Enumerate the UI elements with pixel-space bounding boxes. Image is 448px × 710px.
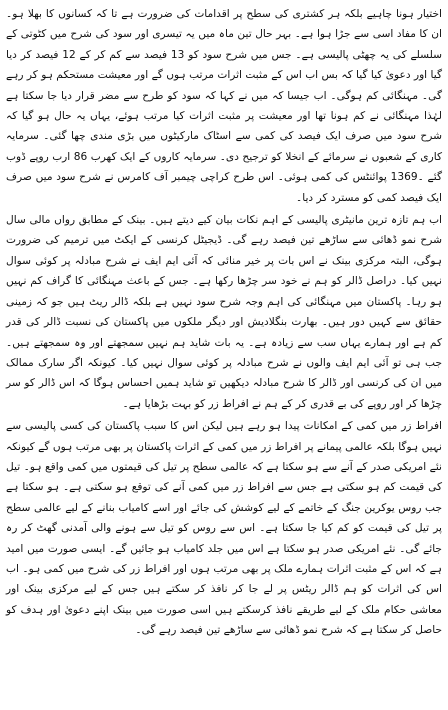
article-paragraph-3: افراط زر میں کمی کے امکانات پیدا ہو رہے ہیں لیکن اس کا سبب پاکستان کی کسی پالیسی سے نہیں ہوگا بلکہ عالمی پیمانے پر افراط زر میں کمی کے اثرات پاکستان پر بھی مرتب ہوں گے کیونکہ نئے امریکی صدر کے آنے سے ہو سکتا ہے کہ عالمی سطح پر تیل کی قیمتوں میں کمی واقع ہو۔ تیل کی قیمت کم ہو سکتی ہے جس سے افراط زر میں کمی آنے کی توقع ہو سکتی ہے۔ ہو سکتا ہے جب روس یوکرین جنگ کے خاتمے کے لیے کوشش کی جائے اور اسے کامیاب بنانے کے لیے عالمی سطح پر تیل کی قیمت کو کم کیا جا سکتا ہے۔ اس سے روس کو تیل سے ہونے والی آمدنی گھٹ کر رہ جائے گی۔ نئے امریکی صدر ہو سکتا ہے اس میں جلد کامیاب ہو جائیں گے۔ ایسی صورت میں امید ہے کہ اس کے مثبت اثرات ہمارے ملک پر بھی مرتب ہوں اور افراط زر کی شرح میں کمی ہو۔ اب اس کی اثرات کو ہم ڈالر ریٹس پر لے جا کر نافذ کر سکتے ہیں جس کے لیے مرکزی بینک اور معاشی حکام ملک کے لیے طریقے نافذ کرسکتے ہیں اسی صورت میں بینک اپنے دعویٰ اور ہدف کو حاصل کر سکتا ہے کہ شرح نمو ڈھائی سے ساڑھے تین فیصد رہے گی۔ — [6, 420, 442, 637]
article-paragraph-1: اختیار ہونا چاہیے بلکہ ہر کشتری کی سطح پر اقدامات کی ضرورت ہے تا کہ کسانوں کا بھلا ہو۔ ان کا مفاد اسی سے جڑا ہوا ہے۔ بہر حال تین ماہ میں یہ تیسری اور سود کی شرح میں کٹوتی کے سلسلے کی یہ چھٹی پالیسی ہے۔ جس میں شرح سود کو 13 فیصد سے کم کر کے 12 فیصد کر دیا گیا اور دعویٰ کیا گیا کہ بس اب اس کے مثبت اثرات مرتب ہوں گے اور معیشت مستحکم ہو کر رہے گی۔ مہنگائی کم ہوگی۔ اب جیسا کہ میں نے کہا کہ سود کو طرح سے مضر قرار دیا جا سکتا ہے لہٰذا مہنگائی نے کم ہونا تھا اور معیشت پر مثبت اثرات کیا مرتب ہوئے، یہاں یہ حال ہو گیا کہ شرح سود میں صرف ایک فیصد کی کمی سے اسٹاک مارکیٹوں میں بڑی مندی چھا گئی۔ سرمایہ کاری کے شعبوں نے سرمائے کے انخلا کو ترجیح دی۔ سرمایہ کاروں کے ایک کھرب 86 ارب روپے ڈوب گئے ۔1369 پوائنٹس کی کمی ہوئی۔ اس طرح کراچی چیمبر آف کامرس نے شرح سود میں صرف ایک فیصد کمی کو مسترد کر دیا۔ — [6, 8, 443, 204]
article-paragraph-2: اب ہم تازہ ترین مانیٹری پالیسی کے اہم نکات بیان کیے دیتے ہیں۔ بینک کے مطابق رواں مالی سال شرح نمو ڈھائی سے ساڑھے تین فیصد رہے گی۔ ڈیجیٹل کرنسی کے ایکٹ میں ترمیم کی ضرورت ہوگی، البتہ مرکزی بینک نے اس بات پر خیر منائی کہ آئی ایم ایف نے شرح مبادلہ پر کوئی سوال نہیں کیا۔ دراصل ڈالر کو ہم نے خود سر چڑھا رکھا ہے۔ جس کے باعث مہنگائی کا گراف کم نہیں ہو رہا۔ پاکستان میں مہنگائی کی اہم وجہ شرح سود نہیں ہے بلکہ ڈالر ریٹ ہیں جو کہ زمینی حقائق سے کہیں دور ہیں۔ بھارت بنگلادیش اور دیگر ملکوں میں پاکستان کی نسبت ڈالر کی قدر کم ہے اور ہمارے یہاں سب سے زیادہ ہے۔ یہ بات شاید ہم نہیں سمجھتے اور وہ سمجھتے ہیں۔ جب ہی تو آئی ایم ایف والوں نے شرح مبادلہ پر کوئی سوال نہیں کیا۔ کیونکہ اگر سارک ممالک میں ان کی کرنسی اور ڈالر کا شرح مبادلہ دیکھیں تو شاید ہمیں احساس ہوگا کہ اس ڈالر کو سر چڑھا کر اور روپے کی بے قدری کر کے ہم نے افراط زر کو بہت بڑھایا ہے۔ — [6, 214, 442, 410]
